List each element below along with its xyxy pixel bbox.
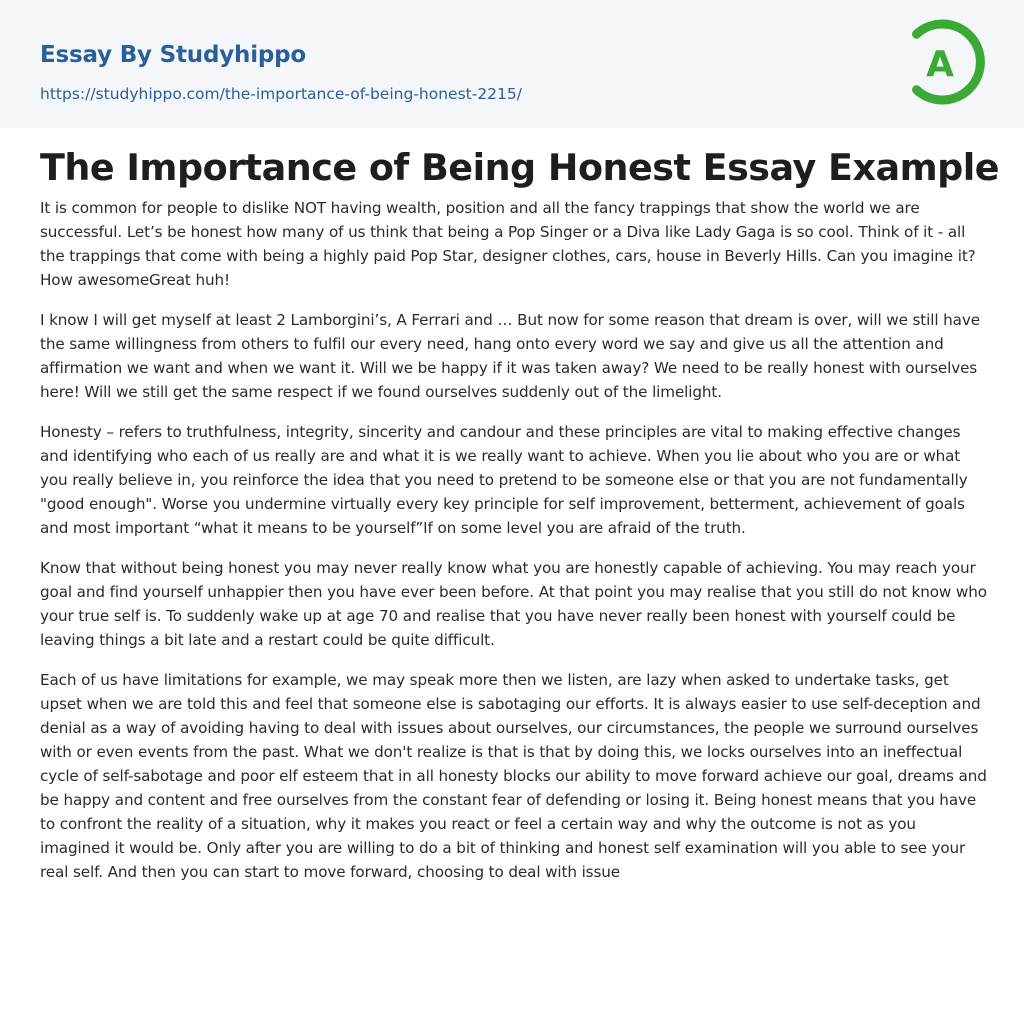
site-header (0, 0, 1024, 128)
essay-paragraph-4: Know that without being honest you may never really know what you are honestly capable of achieving. You may reach your goal and find yourself unhappier then you have ever been before. At that point you may realise that you still do not know who your true self is. To suddenly wake up at age 70 and realise that you have never really been honest with yourself could be leaving things a bit late and a restart could be quite difficult. (40, 559, 987, 649)
essay-paragraph-3: Honesty – refers to truthfulness, integrity, sincerity and candour and these principles are vital to making effective changes and identifying who each of us really are and what it is we really want to achieve. When you lie about who you are or what you really believe in, you reinforce the idea that you need to pretend to be someone else or that you are not fundamentally "good enough". Worse you undermine virtually every key principle for self improvement, betterment, achievement of goals and most important “what it means to be yourself”If on some level you are afraid of the truth. (40, 423, 968, 537)
site-brand[interactable]: Essay By Studyhippo (40, 42, 307, 68)
essay-paragraph-5: Each of us have limitations for example, we may speak more then we listen, are lazy when asked to undertake tasks, get upset when we are told this and feel that someone else is sabotaging our efforts. It is always easier to use self-deception and denial as a way of avoiding having to deal with issues about ourselves, our circumstances, the people we surround ourselves with or even events from the past. What we don't realize is that is that by doing this, we locks ourselves into an ineffectual cycle of self-sabotage and poor elf esteem that in all honesty blocks our ability to move forward achieve our goal, dreams and be happy and content and free ourselves from the constant fear of defending or losing it. Being honest means that you have to confront the reality of a situation, why it makes you react or feel a certain way and why the outcome is not as you imagined it would be. Only after you are willing to do a bit of thinking and honest self examination will you able to see your real self. And then you can start to move forward, choosing to deal with issue (40, 671, 987, 881)
essay-title: The Importance of Being Honest Essay Example (40, 146, 1000, 189)
essay-paragraph-1: It is common for people to dislike NOT having wealth, position and all the fancy trappings that show the world we are successful. Let’s be honest how many of us think that being a Pop Singer or a Diva like Lady Gaga is so cool. Think of it - all the trappings that come with being a highly paid Pop Star, designer clothes, cars, house in Beverly Hills. Can you imagine it? How awesomeGreat huh! (40, 199, 976, 289)
logo-letter: A (926, 44, 954, 85)
essay-paragraph-2: I know I will get myself at least 2 Lamborgini’s, A Ferrari and … But now for some reason that dream is over, will we still have the same willingness from others to fulfil our every need, hang onto every word we say and give us all the attention and affirmation we want and when we want it. Will we be happy if it was taken away? We need to be really honest with ourselves here! Will we still get the same respect if we found ourselves suddenly out of the limelight. (40, 311, 980, 401)
logo-ring-icon (908, 16, 988, 108)
source-url-link[interactable]: https://studyhippo.com/the-importance-of-being-honest-2215/ (40, 85, 522, 103)
essay-article (40, 140, 1000, 900)
logo-icon[interactable] (908, 16, 988, 108)
